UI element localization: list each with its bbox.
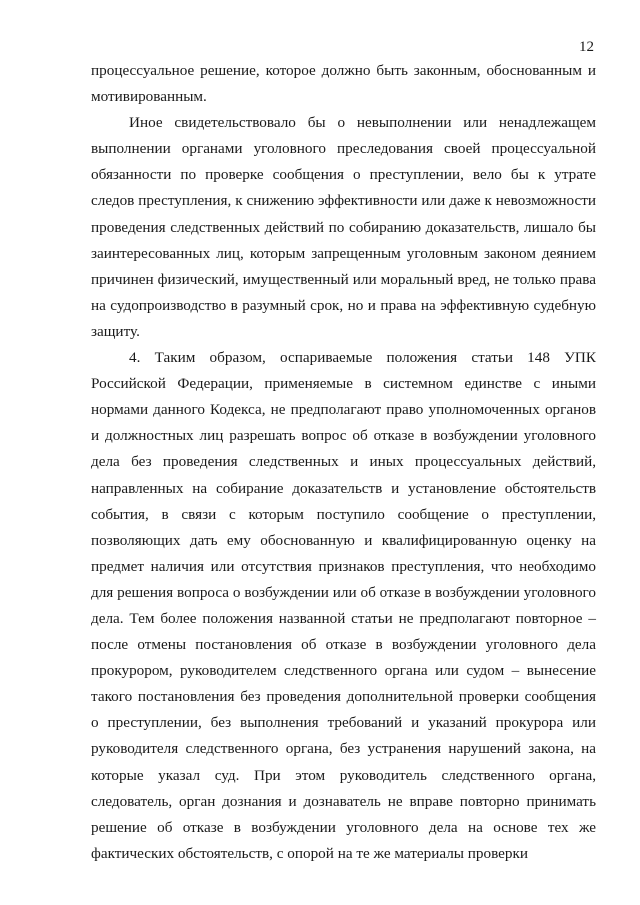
paragraph-consequences: Иное свидетельствовало бы о невыполнении или ненадлежащем выполнении органами уголовного преследования своей процессуальной обязанности по проверке сообщения о преступлении, вело бы к утрате следов преступления, к снижению эффективности или даже к невозможности проведения следственных действий по собиранию доказательств, лишало бы заинтересованных лиц, которым запрещенным уголовным законом деянием причинен физический, имущественный или моральный вред, не только права на судопроизводство в разумный срок, но и права на эффективную судебную защиту.: [91, 114, 596, 340]
document-body: [91, 58, 596, 867]
page-number: 12: [579, 39, 594, 55]
paragraph-point-4: 4. Таким образом, оспариваемые положения статьи 148 УПК Российской Федерации, применяемые в системном единстве с иными нормами данного Кодекса, не предполагают право уполномоченных органов и должностных лиц разрешать вопрос об отказе в возбуждении уголовного дела без проведения следственных и иных процессуальных действий, направленных на собирание доказательств и установление обстоятельств события, в связи с которым поступило сообщение о преступлении, позволяющих дать ему обоснованную и квалифицированную оценку на предмет наличия или отсутствия признаков преступления, что необходимо для решения вопроса о возбуждении или об отказе в возбуждении уголовного дела. Тем более положения названной статьи не предполагают повторное – после отмены постановления об отказе в возбуждении уголовного дела прокурором, руководителем следственного органа или судом – вынесение такого постановления без проведения дополнительной проверки сообщения о преступлении, без выполнения требований и указаний прокурора или руководителя следственного органа, без устранения нарушений закона, на которые указал суд. При этом руководитель следственного органа, следователь, орган дознания и дознаватель не вправе повторно принимать решение об отказе в возбуждении уголовного дела на основе тех же фактических обстоятельств, с опорой на те же материалы проверки: [91, 349, 596, 862]
paragraph-continuation: процессуальное решение, которое должно быть законным, обоснованным и мотивированным.: [91, 62, 596, 106]
